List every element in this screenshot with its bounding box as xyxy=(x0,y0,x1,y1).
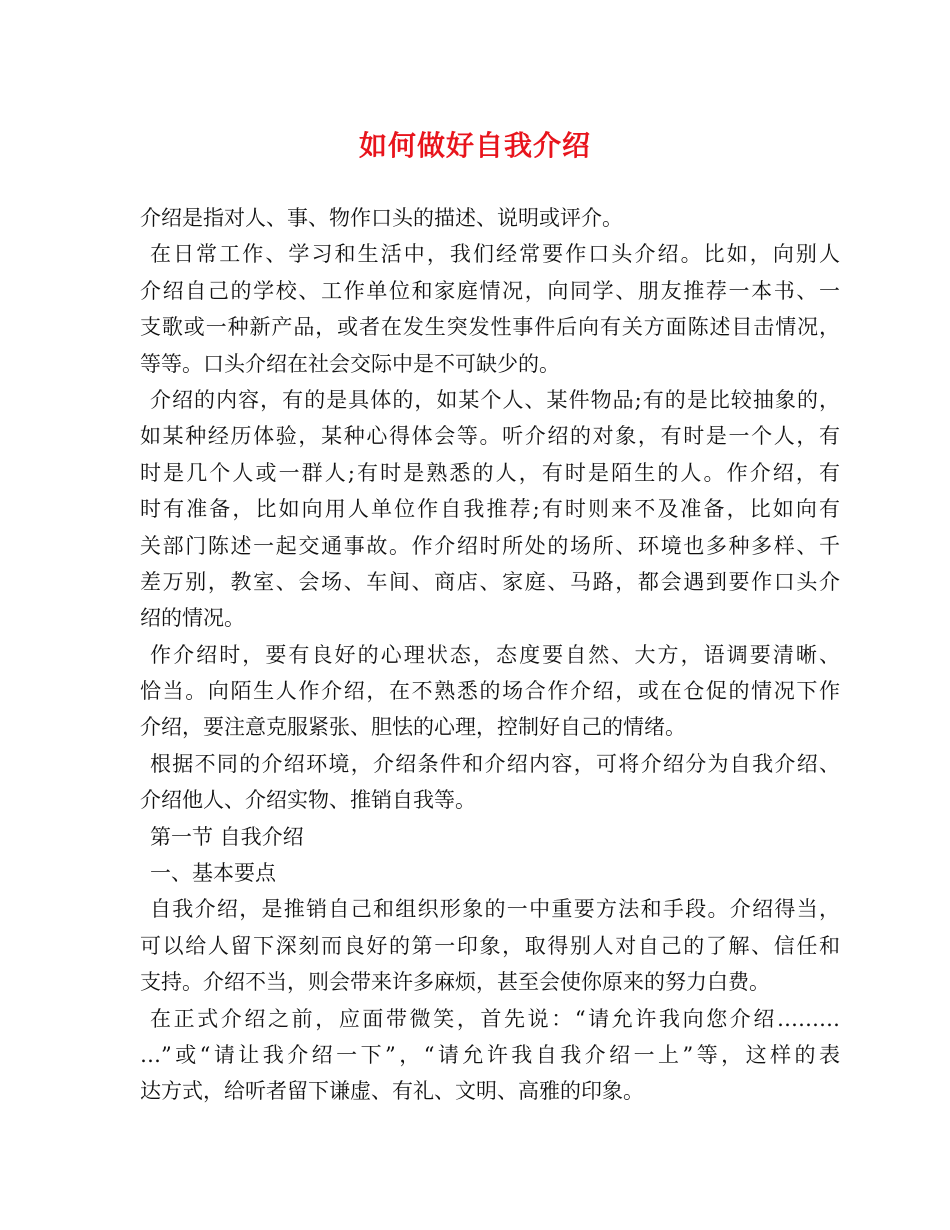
text-line-content: 达方式，给听者留下谦虚、有礼、文明、高雅的印象。 xyxy=(140,1079,644,1104)
text-line xyxy=(140,1037,840,1073)
text-line xyxy=(140,600,840,636)
text-line xyxy=(140,891,840,927)
text-line xyxy=(140,455,840,491)
text-line-content: 自我介绍，是推销自己和组织形象的一中重要方法和手段。介绍得当， xyxy=(150,897,840,922)
text-line-content: 时有准备，比如向用人单位作自我推荐;有时则来不及准备，比如向有 xyxy=(140,497,840,522)
text-line-content: 如某种经历体验，某种心得体会等。听介绍的对象，有时是一个人，有 xyxy=(140,424,840,449)
text-line-content: 绍的情况。 xyxy=(140,606,245,631)
text-line xyxy=(140,819,840,855)
text-line xyxy=(140,673,840,709)
text-line-content: 介绍，要注意克服紧张、胆怯的心理，控制好自己的情绪。 xyxy=(140,715,686,740)
text-line xyxy=(140,346,840,382)
text-line xyxy=(140,855,840,891)
text-line-content: 差万别，教室、会场、车间、商店、家庭、马路，都会遇到要作口头介 xyxy=(140,569,840,594)
text-line-content: 恰当。向陌生人作介绍，在不熟悉的场合作介绍，或在仓促的情况下作 xyxy=(140,679,840,704)
text-line-content: 可以给人留下深刻而良好的第一印象，取得别人对自己的了解、信任和 xyxy=(140,933,840,958)
text-line-content: 介绍他人、介绍实物、推销自我等。 xyxy=(140,788,476,813)
text-line-content: 介绍的内容，有的是具体的，如某个人、某件物品;有的是比较抽象的， xyxy=(150,387,840,412)
text-line-content: 作介绍时，要有良好的心理状态，态度要自然、大方，语调要清晰、 xyxy=(150,642,840,667)
document-body xyxy=(140,200,840,1110)
text-line-content: 介绍是指对人、事、物作口头的描述、说明或评介。 xyxy=(140,206,623,230)
text-line xyxy=(140,964,840,1000)
text-line-content: 在正式介绍之前，应面带微笑，首先说：“请允许我向您介绍……… xyxy=(150,1006,840,1031)
text-line xyxy=(140,273,840,309)
text-line xyxy=(140,746,840,782)
text-line xyxy=(140,782,840,818)
text-line-content: 关部门陈述一起交通事故。作介绍时所处的场所、环境也多种多样、千 xyxy=(140,533,840,558)
text-line xyxy=(140,418,840,454)
text-line xyxy=(140,236,840,272)
text-line xyxy=(140,637,840,673)
text-line xyxy=(140,928,840,964)
text-line xyxy=(140,528,840,564)
text-line-content: 根据不同的介绍环境，介绍条件和介绍内容，可将介绍分为自我介绍、 xyxy=(150,751,840,776)
text-line xyxy=(140,309,840,345)
text-line-content: 第一节 自我介绍 xyxy=(150,824,304,849)
text-line-content: 支持。介绍不当，则会带来许多麻烦，甚至会使你原来的努力白费。 xyxy=(140,970,770,995)
text-line-content: …”或“请让我介绍一下”，“请允许我自我介绍一上”等，这样的表 xyxy=(140,1042,840,1067)
text-line-content: 在日常工作、学习和生活中，我们经常要作口头介绍。比如，向别人 xyxy=(150,242,840,267)
text-line-content: 一、基本要点 xyxy=(150,861,276,886)
text-line xyxy=(140,382,840,418)
text-line xyxy=(140,200,840,236)
text-line-content: 时是几个人或一群人;有时是熟悉的人，有时是陌生的人。作介绍，有 xyxy=(140,460,840,485)
text-line xyxy=(140,564,840,600)
text-line xyxy=(140,1001,840,1037)
text-line-content: 等等。口头介绍在社会交际中是不可缺少的。 xyxy=(140,351,560,376)
text-line-content: 介绍自己的学校、工作单位和家庭情况，向同学、朋友推荐一本书、一 xyxy=(140,278,840,303)
text-line xyxy=(140,1073,840,1109)
text-line xyxy=(140,491,840,527)
text-line xyxy=(140,709,840,745)
text-line-content: 支歌或一种新产品，或者在发生突发性事件后向有关方面陈述目击情况， xyxy=(140,315,840,340)
document-title: 如何做好自我介绍 xyxy=(358,129,591,162)
